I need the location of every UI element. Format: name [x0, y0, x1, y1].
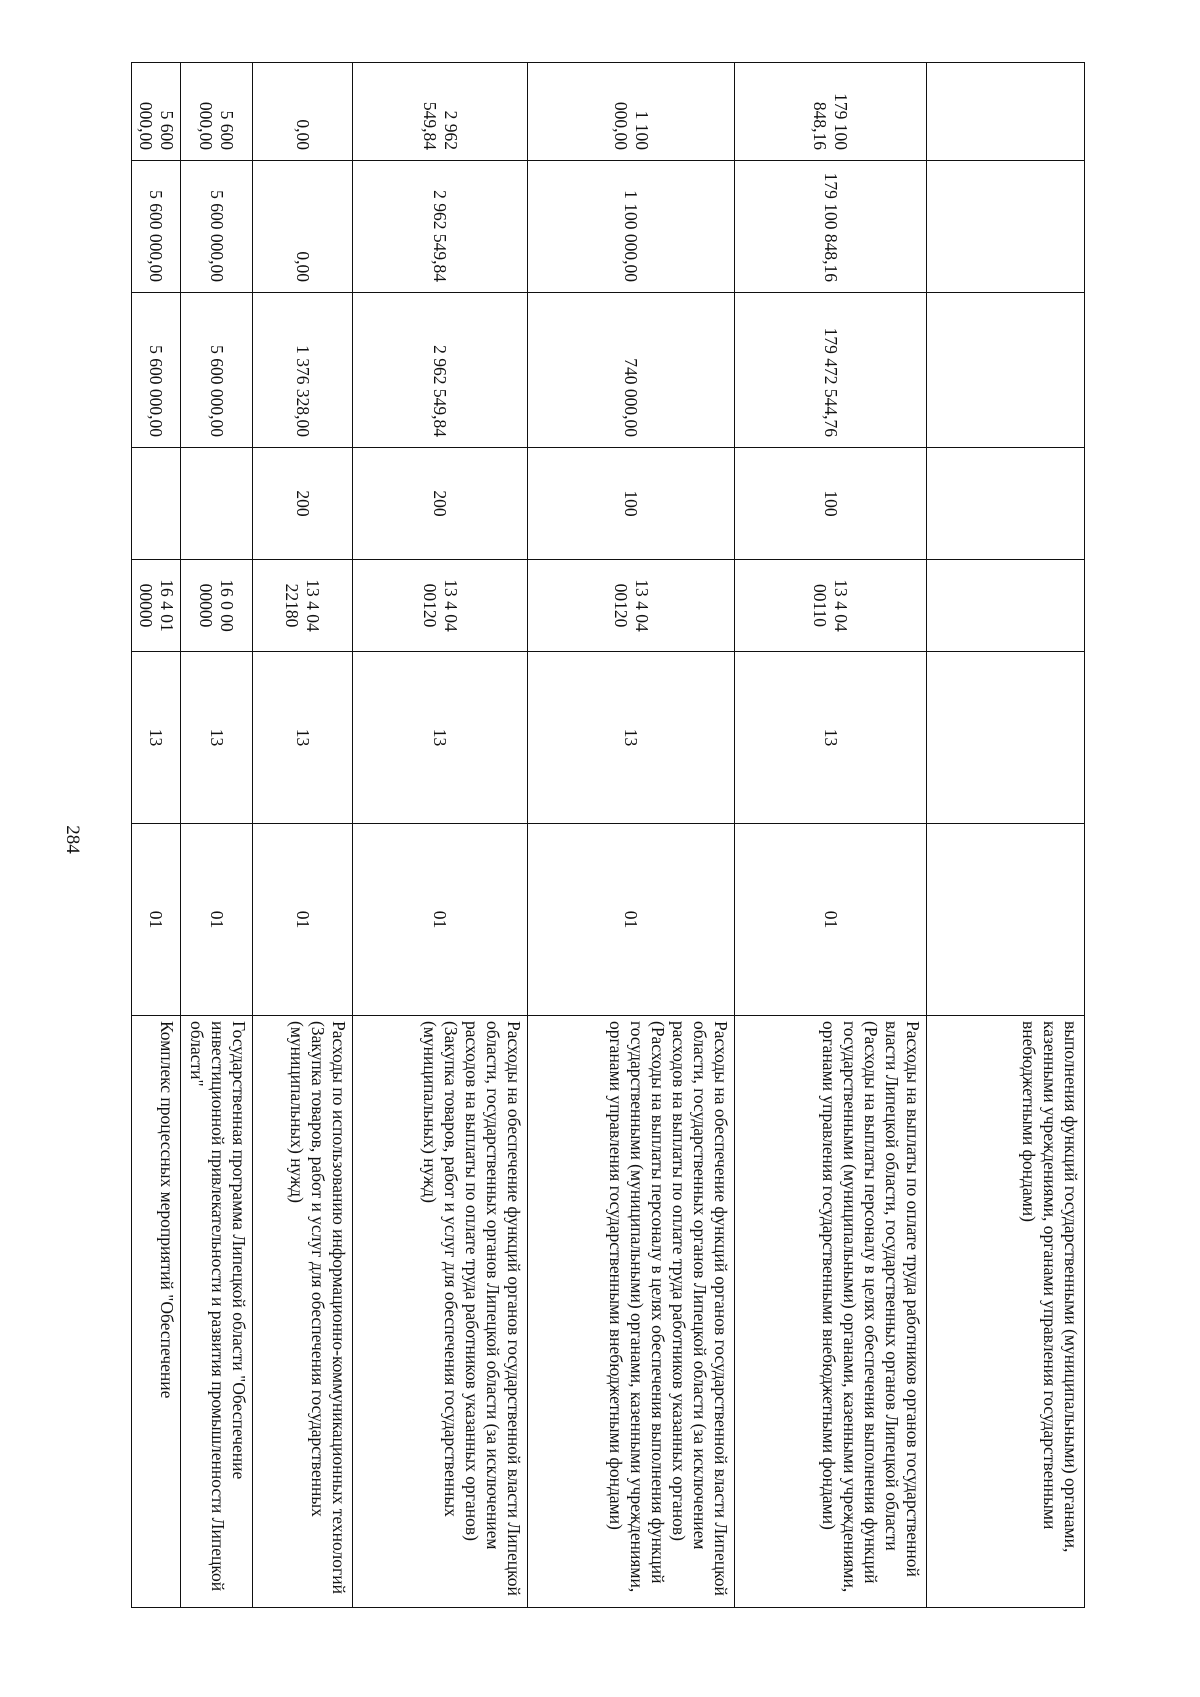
- value-2025-cell: 179 100 848,16: [735, 161, 927, 293]
- section-cell: 01: [253, 824, 353, 1016]
- table-row: [181, 63, 253, 1608]
- section-cell: 01: [353, 824, 528, 1016]
- table-row: [353, 63, 528, 1608]
- expense-type-cell: 100: [735, 448, 927, 560]
- description-cell: Расходы по использованию информационно-коммуникационных технологий (Закупка товаров, работ и услуг для обеспечения государственных (муниципальных) нужд): [253, 1016, 353, 1608]
- value-2024-cell: 2 962 549,84: [353, 293, 528, 448]
- table-row: [253, 63, 353, 1608]
- table-row: [132, 63, 181, 1608]
- value-2025-cell: 1 100 000,00: [528, 161, 735, 293]
- expense-type-cell: [181, 448, 253, 560]
- target-article-cell: 16 4 01 00000: [132, 560, 181, 652]
- target-article-cell: [927, 560, 1085, 652]
- expense-type-cell: [132, 448, 181, 560]
- value-2026-cell: 2 962 549,84: [353, 63, 528, 161]
- value-2024-cell: 5 600 000,00: [181, 293, 253, 448]
- value-2025-cell: 5 600 000,00: [132, 161, 181, 293]
- description-cell: Комплекс процессных мероприятий "Обеспечение: [132, 1016, 181, 1608]
- expense-type-cell: [927, 448, 1085, 560]
- target-article-cell: 13 4 04 00120: [528, 560, 735, 652]
- subsection-cell: 13: [735, 652, 927, 824]
- table-row: [735, 63, 927, 1608]
- value-2025-cell: 5 600 000,00: [181, 161, 253, 293]
- rotated-table-wrapper: [135, 62, 1085, 1607]
- target-article-cell: 16 0 00 00000: [181, 560, 253, 652]
- section-cell: 01: [528, 824, 735, 1016]
- value-2024-cell: 1 376 328,00: [253, 293, 353, 448]
- section-cell: 01: [181, 824, 253, 1016]
- subsection-cell: 13: [132, 652, 181, 824]
- budget-table: [131, 62, 1085, 1608]
- value-2024-cell: 179 472 544,76: [735, 293, 927, 448]
- value-2026-cell: 179 100 848,16: [735, 63, 927, 161]
- value-2026-cell: 5 600 000,00: [181, 63, 253, 161]
- subsection-cell: 13: [353, 652, 528, 824]
- section-cell: 01: [132, 824, 181, 1016]
- subsection-cell: 13: [528, 652, 735, 824]
- subsection-cell: 13: [253, 652, 353, 824]
- value-2025-cell: [927, 161, 1085, 293]
- value-2024-cell: [927, 293, 1085, 448]
- value-2026-cell: 1 100 000,00: [528, 63, 735, 161]
- value-2024-cell: 740 000,00: [528, 293, 735, 448]
- value-2024-cell: 5 600 000,00: [132, 293, 181, 448]
- expense-type-cell: 200: [353, 448, 528, 560]
- description-cell: Расходы на обеспечение функций органов государственной власти Липецкой области, государственных органов Липецкой области (за исключением расходов на выплаты по оплате труда работников указанных органов) (Расходы на выплаты персоналу в целях обеспечения выполнения функций государственными (муниципальными) органами, казенными учреждениями, органами управления государственными внебюджетными фондами): [528, 1016, 735, 1608]
- subsection-cell: [927, 652, 1085, 824]
- value-2025-cell: 0,00: [253, 161, 353, 293]
- section-cell: [927, 824, 1085, 1016]
- value-2026-cell: 0,00: [253, 63, 353, 161]
- expense-type-cell: 100: [528, 448, 735, 560]
- section-cell: 01: [735, 824, 927, 1016]
- expense-type-cell: 200: [253, 448, 353, 560]
- subsection-cell: 13: [181, 652, 253, 824]
- table-row: [528, 63, 735, 1608]
- description-cell: Расходы на обеспечение функций органов государственной власти Липецкой области, государственных органов Липецкой области (за исключением расходов на выплаты по оплате труда работников указанных органов) (Закупка товаров, работ и услуг для обеспечения государственных (муниципальных) нужд): [353, 1016, 528, 1608]
- target-article-cell: 13 4 04 22180: [253, 560, 353, 652]
- value-2026-cell: [927, 63, 1085, 161]
- description-cell: Расходы на выплаты по оплате труда работников органов государственной власти Липецкой области, государственных органов Липецкой области (Расходы на выплаты персоналу в целях обеспечения выполнения функций государственными (муниципальными) органами, казенными учреждениями, органами управления государственными внебюджетными фондами): [735, 1016, 927, 1608]
- description-cell: выполнения функций государственными (муниципальными) органами, казенными учреждениями, органами управления государственными внебюджетными фондами): [927, 1016, 1085, 1608]
- table-row: [927, 63, 1085, 1608]
- description-cell: Государственная программа Липецкой области "Обеспечение инвестиционной привлекательности и развития промышленности Липецкой области": [181, 1016, 253, 1608]
- value-2025-cell: 2 962 549,84: [353, 161, 528, 293]
- target-article-cell: 13 4 04 00110: [735, 560, 927, 652]
- page-number: 284: [61, 825, 83, 854]
- value-2026-cell: 5 600 000,00: [132, 63, 181, 161]
- target-article-cell: 13 4 04 00120: [353, 560, 528, 652]
